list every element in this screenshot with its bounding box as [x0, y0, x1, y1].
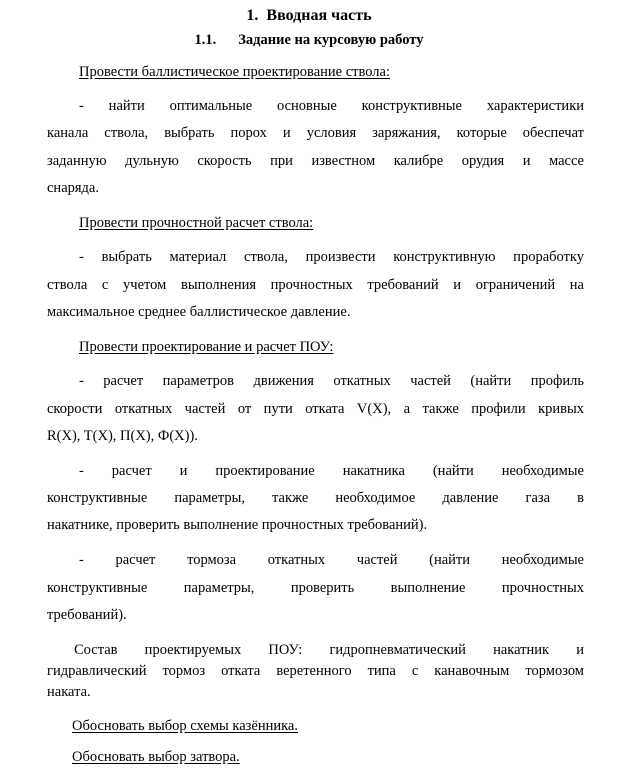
chapter-heading — [0, 6, 618, 26]
chapter-title: Вводная часть — [266, 7, 372, 24]
paragraph-line: ствола с учетом выполнения прочностных требований и ограничений на — [47, 277, 584, 293]
paragraph-line: - расчет и проектирование накатника (найти необходимые — [79, 463, 584, 479]
chapter-number: 1. — [246, 7, 259, 24]
breechblock-title: Обосновать выбор затвора. — [72, 749, 240, 765]
paragraph-line: конструктивные параметры, также необходимое давление газа в — [47, 490, 584, 506]
paragraph-line: - выбрать материал ствола, произвести конструктивную проработку — [79, 249, 584, 265]
paragraph-line: заданную дульную скорость при известном калибре орудия и массе — [47, 153, 584, 169]
section-title: Задание на курсовую работу — [238, 32, 424, 48]
paragraph-line: R(X), T(X), П(X), Ф(X)). — [47, 428, 198, 444]
paragraph-line: Состав проектируемых ПОУ: гидропневматический накатник и — [74, 642, 584, 658]
paragraph-line: гидравлический тормоз отката веретенного типа с канавочным тормозом — [47, 663, 584, 679]
paragraph-line: накатнике, проверить выполнение прочностных требований). — [47, 517, 428, 533]
paragraph-line: наката. — [47, 684, 91, 700]
paragraph-line: максимальное среднее баллистическое давление. — [47, 304, 351, 320]
paragraph-line: скорости откатных частей от пути отката V(X), а также профили кривых — [47, 401, 584, 417]
section-heading — [0, 31, 618, 49]
paragraph-line: канала ствола, выбрать порох и условия заряжания, которые обеспечат — [47, 125, 584, 141]
paragraph-line: снаряда. — [47, 180, 99, 196]
strength-calc-title: Провести прочностной расчет ствола: — [79, 215, 314, 231]
breech-scheme-title: Обосновать выбор схемы казённика. — [72, 718, 298, 734]
paragraph-line: - расчет параметров движения откатных частей (найти профиль — [79, 373, 584, 389]
paragraph-line: - найти оптимальные основные конструктивные характеристики — [79, 98, 584, 114]
paragraph-line: требований). — [47, 607, 127, 623]
ballistic-design-title: Провести баллистическое проектирование ствола: — [79, 64, 390, 80]
section-number: 1.1. — [194, 32, 217, 48]
pou-design-title: Провести проектирование и расчет ПОУ: — [79, 339, 334, 355]
paragraph-line: - расчет тормоза откатных частей (найти необходимые — [79, 552, 584, 568]
paragraph-line: конструктивные параметры, проверить выполнение прочностных — [47, 580, 584, 596]
